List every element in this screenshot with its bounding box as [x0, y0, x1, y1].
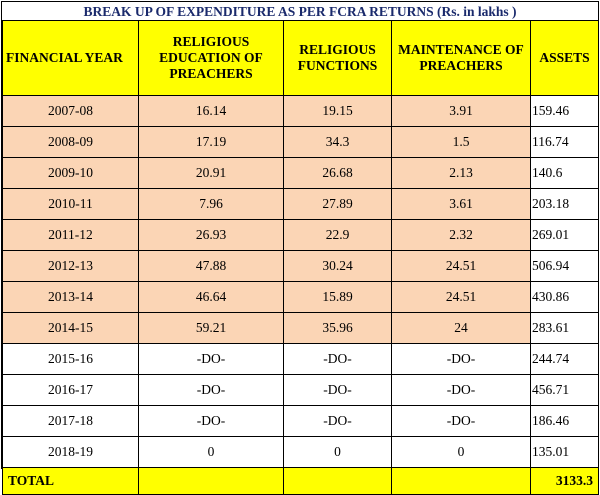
total-empty-cell	[392, 468, 531, 495]
religious-education-cell: 7.96	[139, 189, 284, 220]
table-row	[3, 158, 599, 189]
table-row	[3, 220, 599, 251]
religious-education-cell: 16.14	[139, 96, 284, 127]
religious-functions-cell: 35.96	[284, 313, 392, 344]
religious-education-cell: 20.91	[139, 158, 284, 189]
assets-cell: 456.71	[531, 375, 599, 406]
expenditure-table	[2, 21, 599, 495]
maintenance-cell: 3.91	[392, 96, 531, 127]
religious-functions-cell: 27.89	[284, 189, 392, 220]
assets-cell: 140.6	[531, 158, 599, 189]
religious-functions-cell: -DO-	[284, 344, 392, 375]
table-title: BREAK UP OF EXPENDITURE AS PER FCRA RETURNS (Rs. in lakhs )	[2, 2, 598, 21]
religious-functions-cell: 26.68	[284, 158, 392, 189]
year-cell: 2010-11	[3, 189, 139, 220]
header-assets: ASSETS	[531, 21, 599, 96]
table-row	[3, 251, 599, 282]
maintenance-cell: 0	[392, 437, 531, 468]
year-cell: 2013-14	[3, 282, 139, 313]
year-cell: 2015-16	[3, 344, 139, 375]
year-cell: 2017-18	[3, 406, 139, 437]
header-row	[3, 21, 599, 96]
assets-cell: 116.74	[531, 127, 599, 158]
header-religious-functions: RELIGIOUS FUNCTIONS	[284, 21, 392, 96]
religious-functions-cell: -DO-	[284, 375, 392, 406]
maintenance-cell: 1.5	[392, 127, 531, 158]
year-cell: 2011-12	[3, 220, 139, 251]
maintenance-cell: -DO-	[392, 406, 531, 437]
maintenance-cell: 2.32	[392, 220, 531, 251]
year-cell: 2008-09	[3, 127, 139, 158]
religious-education-cell: 59.21	[139, 313, 284, 344]
total-empty-cell	[139, 468, 284, 495]
religious-education-cell: 26.93	[139, 220, 284, 251]
assets-cell: 244.74	[531, 344, 599, 375]
assets-cell: 269.01	[531, 220, 599, 251]
religious-functions-cell: -DO-	[284, 406, 392, 437]
total-empty-cell	[284, 468, 392, 495]
religious-education-cell: -DO-	[139, 344, 284, 375]
religious-functions-cell: 34.3	[284, 127, 392, 158]
assets-cell: 135.01	[531, 437, 599, 468]
assets-cell: 159.46	[531, 96, 599, 127]
maintenance-cell: 24.51	[392, 251, 531, 282]
assets-cell: 186.46	[531, 406, 599, 437]
table-row	[3, 189, 599, 220]
year-cell: 2012-13	[3, 251, 139, 282]
religious-education-cell: 46.64	[139, 282, 284, 313]
year-cell: 2016-17	[3, 375, 139, 406]
religious-functions-cell: 19.15	[284, 96, 392, 127]
table-row	[3, 313, 599, 344]
maintenance-cell: 24	[392, 313, 531, 344]
religious-education-cell: 17.19	[139, 127, 284, 158]
religious-education-cell: -DO-	[139, 375, 284, 406]
religious-functions-cell: 15.89	[284, 282, 392, 313]
year-cell: 2007-08	[3, 96, 139, 127]
religious-education-cell: 47.88	[139, 251, 284, 282]
assets-cell: 283.61	[531, 313, 599, 344]
assets-cell: 203.18	[531, 189, 599, 220]
maintenance-cell: -DO-	[392, 344, 531, 375]
year-cell: 2018-19	[3, 437, 139, 468]
total-label: TOTAL	[3, 468, 139, 495]
maintenance-cell: 3.61	[392, 189, 531, 220]
assets-cell: 506.94	[531, 251, 599, 282]
table-row	[3, 344, 599, 375]
table-row	[3, 282, 599, 313]
maintenance-cell: 24.51	[392, 282, 531, 313]
header-maintenance: MAINTENANCE OF PREACHERS	[392, 21, 531, 96]
religious-functions-cell: 30.24	[284, 251, 392, 282]
table-row	[3, 437, 599, 468]
table-row	[3, 96, 599, 127]
religious-education-cell: -DO-	[139, 406, 284, 437]
table-row	[3, 375, 599, 406]
table-row	[3, 406, 599, 437]
year-cell: 2014-15	[3, 313, 139, 344]
table-row	[3, 127, 599, 158]
header-financial-year: FINANCIAL YEAR	[3, 21, 139, 96]
total-row	[3, 468, 599, 495]
religious-education-cell: 0	[139, 437, 284, 468]
year-cell: 2009-10	[3, 158, 139, 189]
assets-cell: 430.86	[531, 282, 599, 313]
maintenance-cell: -DO-	[392, 375, 531, 406]
total-assets-value: 3133.3	[531, 468, 599, 495]
expenditure-document	[1, 1, 599, 488]
header-religious-education: RELIGIOUS EDUCATION OF PREACHERS	[139, 21, 284, 96]
religious-functions-cell: 22.9	[284, 220, 392, 251]
maintenance-cell: 2.13	[392, 158, 531, 189]
religious-functions-cell: 0	[284, 437, 392, 468]
